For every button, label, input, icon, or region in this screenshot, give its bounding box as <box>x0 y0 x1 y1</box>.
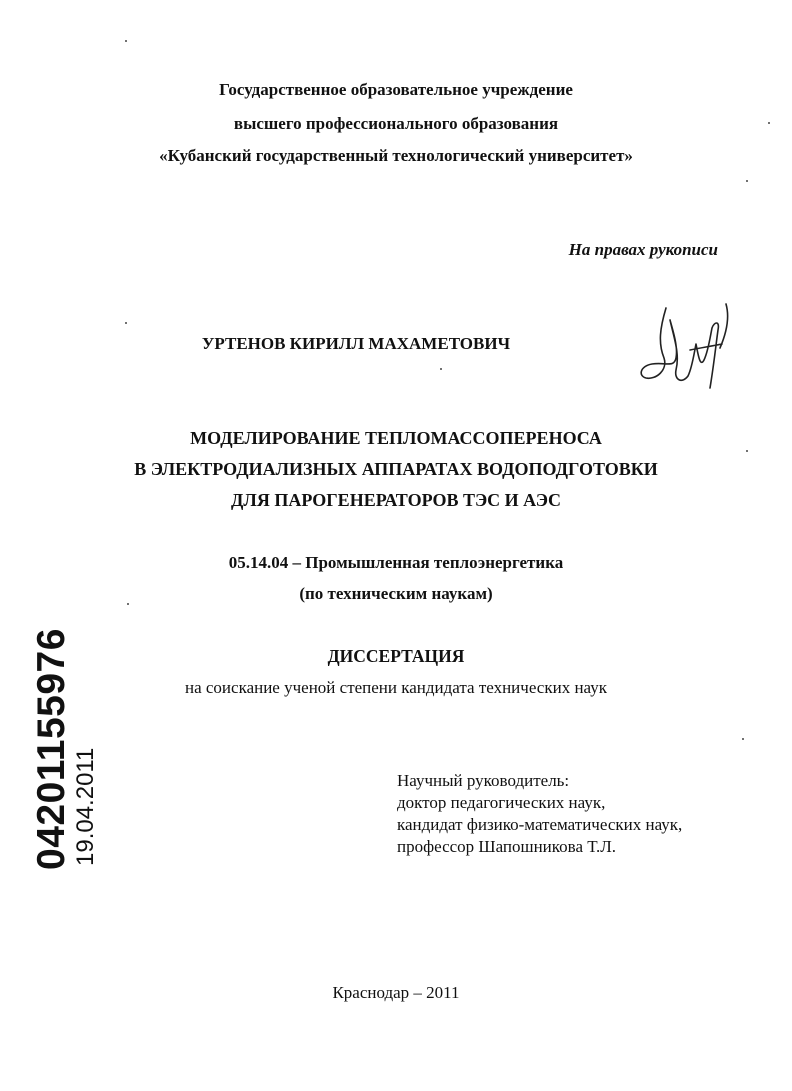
supervisor-line-1: доктор педагогических наук, <box>397 793 606 812</box>
scan-speck <box>127 603 129 605</box>
library-stamp <box>30 628 140 870</box>
institution-line-1: Государственное образовательное учреждение <box>219 80 573 99</box>
supervisor-label: Научный руководитель: <box>397 771 570 790</box>
supervisor-line-2: кандидат физико-математических наук, <box>397 815 683 834</box>
author-name: УРТЕНОВ КИРИЛЛ МАХАМЕТОВИЧ <box>201 334 511 353</box>
institution-line-2: высшего профессионального образования <box>233 114 559 133</box>
institution-line-3: «Кубанский государственный технологический университет» <box>159 146 633 165</box>
supervisor-block <box>397 770 682 858</box>
work-type: ДИССЕРТАЦИЯ <box>327 646 465 666</box>
scan-speck <box>742 738 744 740</box>
signature-icon <box>630 298 745 398</box>
stamp-number: 04201155976 <box>30 628 73 870</box>
stamp-date: 19.04.2011 <box>72 747 99 866</box>
supervisor-line-3: профессор Шапошникова Т.Л. <box>397 837 616 856</box>
scan-speck <box>746 450 748 452</box>
scan-speck <box>125 322 127 324</box>
title-line-3: ДЛЯ ПАРОГЕНЕРАТОРОВ ТЭС И АЭС <box>231 490 561 510</box>
city-year: Краснодар – 2011 <box>332 983 460 1002</box>
degree-line: на соискание ученой степени кандидата технических наук <box>184 678 607 697</box>
manuscript-note: На правах рукописи <box>568 240 718 259</box>
title-line-2: В ЭЛЕКТРОДИАЛИЗНЫХ АППАРАТАХ ВОДОПОДГОТОВКИ <box>134 459 658 479</box>
specialty-code: 05.14.04 – Промышленная теплоэнергетика <box>228 553 564 572</box>
specialty-field: (по техническим наукам) <box>299 584 493 603</box>
scan-speck <box>125 40 127 42</box>
scan-speck <box>768 122 770 124</box>
scan-speck <box>746 180 748 182</box>
title-line-1: МОДЕЛИРОВАНИЕ ТЕПЛОМАССОПЕРЕНОСА <box>190 428 602 448</box>
scan-speck <box>440 368 442 370</box>
